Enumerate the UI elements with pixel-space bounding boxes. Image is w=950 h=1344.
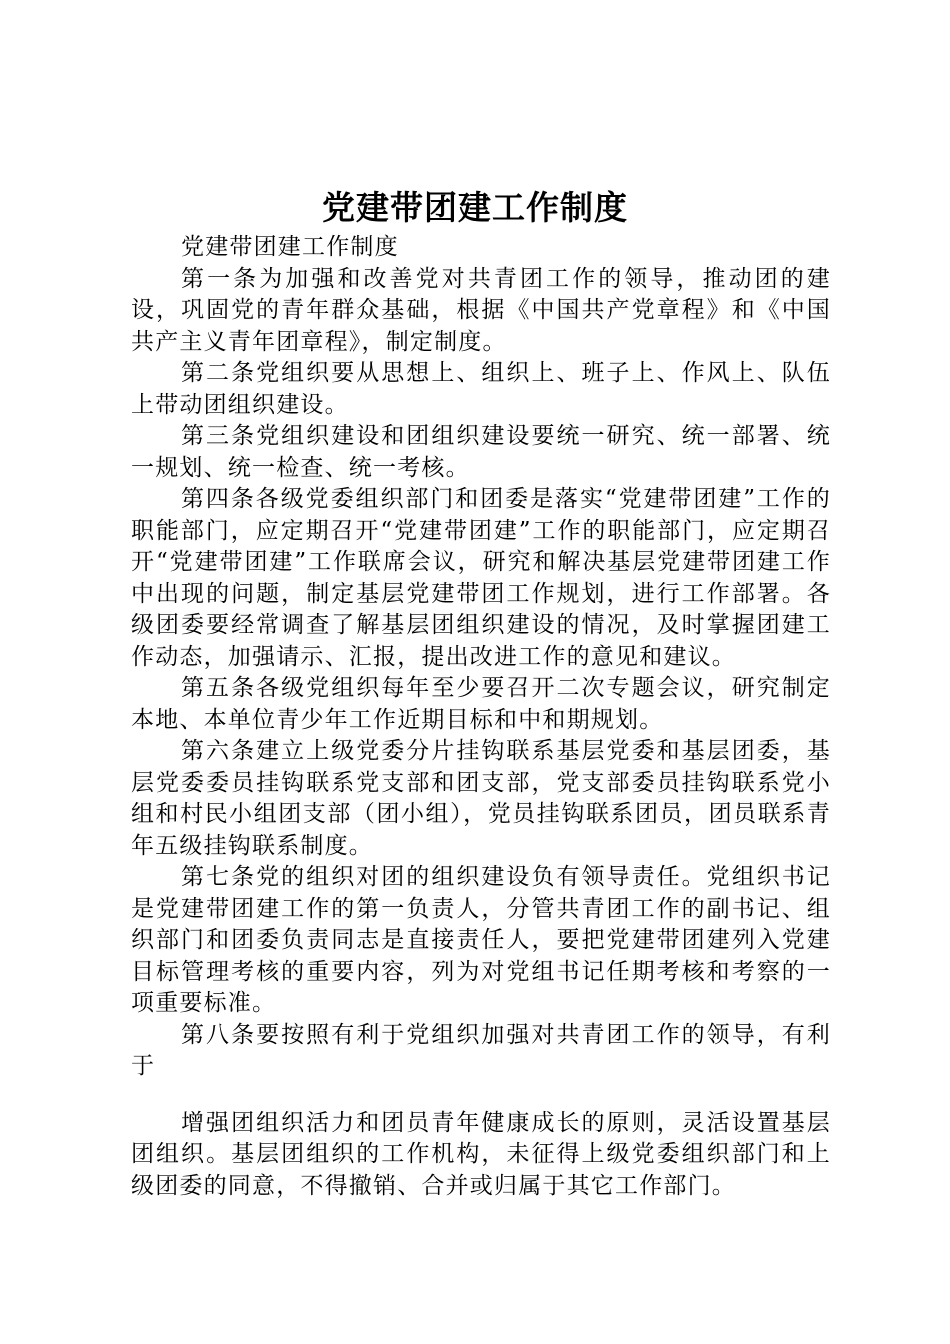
paragraph-article-3: 第三条党组织建设和团组织建设要统一研究、统一部署、统一规划、统一检查、统一考核。 xyxy=(131,423,831,481)
paragraph-article-4: 第四条各级党委组织部门和团委是落实“党建带团建”工作的职能部门，应定期召开“党建带团建”工作的职能部门，应定期召开“党建带团建”工作联席会议，研究和解决基层党建带团建工作中出现的问题，制定基层党建带团工作规划，进行工作部署。各级团委要经常调查了解基层团组织建设的情况，及时掌握团建工作动态，加强请示、汇报，提出改进工作的意见和建议。 xyxy=(131,486,831,670)
document-body xyxy=(131,232,831,1202)
paragraph-article-5: 第五条各级党组织每年至少要召开二次专题会议，研究制定本地、本单位青少年工作近期目标和中和期规划。 xyxy=(131,675,831,733)
paragraph-article-6: 第六条建立上级党委分片挂钩联系基层党委和基层团委，基层党委委员挂钩联系党支部和团支部，党支部委员挂钩联系党小组和村民小组团支部（团小组），党员挂钩联系团员，团员联系青年五级挂钩联系制度。 xyxy=(131,738,831,859)
document-title: 党建带团建工作制度 xyxy=(322,188,628,227)
paragraph-heading: 党建带团建工作制度 xyxy=(181,234,399,260)
paragraph-article-8-continued: 增强团组织活力和团员青年健康成长的原则，灵活设置基层团组织。基层团组织的工作机构，未征得上级党委组织部门和上级团委的同意，不得撤销、合并或归属于其它工作部门。 xyxy=(131,1109,831,1199)
paragraph-article-2: 第二条党组织要从思想上、组织上、班子上、作风上、队伍上带动团组织建设。 xyxy=(131,360,831,418)
paragraph-article-1: 第一条为加强和改善党对共青团工作的领导，推动团的建设，巩固党的青年群众基础，根据《中国共产党章程》和《中国共产主义青年团章程》，制定制度。 xyxy=(131,265,831,355)
paragraph-article-8: 第八条要按照有利于党组织加强对共青团工作的领导，有利于 xyxy=(131,1021,831,1079)
paragraph-article-7: 第七条党的组织对团的组织建设负有领导责任。党组织书记是党建带团建工作的第一负责人，分管共青团工作的副书记、组织部门和团委负责同志是直接责任人，要把党建带团建列入党建目标管理考核的重要内容，列为对党组书记任期考核和考察的一项重要标准。 xyxy=(131,864,831,1016)
